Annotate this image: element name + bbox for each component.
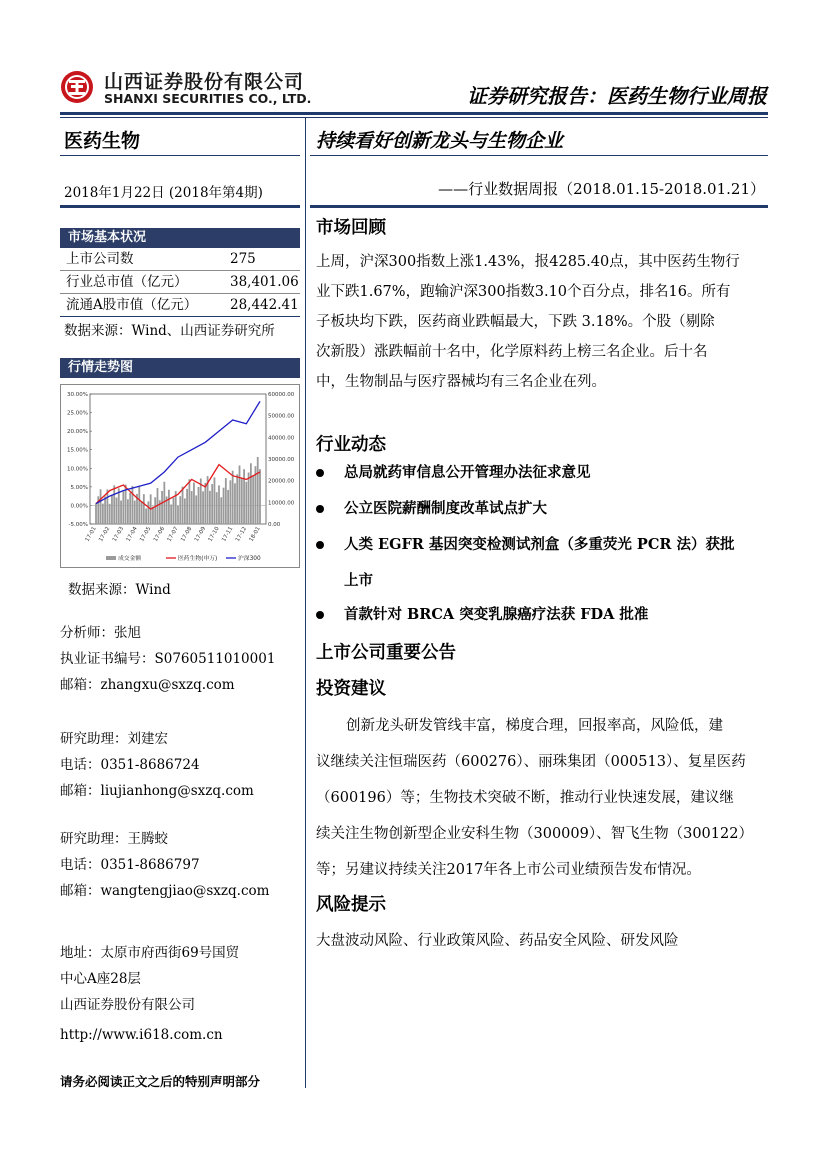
market-source: 数据来源：Wind、山西证券研究所 (64, 323, 275, 339)
stat-row (60, 271, 300, 294)
trend-chart (60, 384, 300, 568)
volume-bar (186, 489, 188, 524)
text-line: 次新股）涨跌幅前十名中，化学原料药上榜三名企业。后十名 (316, 344, 708, 360)
stat-value: 28,442.41 (230, 297, 299, 313)
volume-bar (214, 477, 216, 524)
volume-bar (216, 492, 218, 524)
sector-name: 医药生物 (64, 130, 141, 152)
volume-bar (188, 479, 190, 524)
analyst-cert: 执业证书编号：S0760511010001 (60, 651, 276, 667)
volume-bar (202, 491, 204, 524)
left-divider (60, 205, 300, 208)
bullet-icon (316, 541, 324, 549)
text-line: 中，生物制品与医疗器械均有三名企业在列。 (316, 374, 606, 390)
y-right-tick-label: 40000.00 (268, 435, 295, 442)
industry-news-list (316, 458, 768, 632)
volume-bar (138, 487, 140, 524)
analyst-email: 邮箱：zhangxu@sxzq.com (60, 677, 235, 693)
assistant2-email: 邮箱：wangtengjiao@sxzq.com (60, 883, 270, 899)
volume-bar (163, 482, 165, 524)
left-divider (60, 155, 300, 156)
y-left-tick-label: 5.00% (70, 484, 88, 491)
y-right-tick-label: 50000.00 (268, 413, 295, 420)
x-tick-label: 17-04 (125, 526, 139, 543)
volume-bar (132, 486, 134, 524)
market-stats-table (60, 248, 300, 317)
market-review-text (316, 247, 768, 397)
volume-bar (193, 483, 195, 524)
x-tick-label: 17-06 (152, 526, 167, 543)
y-left-tick-label: -5.00% (68, 522, 88, 528)
volume-bar (198, 487, 200, 524)
x-tick-label: 17-10 (207, 526, 221, 543)
stat-label: 流通A股市值（亿元） (66, 297, 198, 313)
company-url[interactable]: http://www.i618.com.cn (60, 1027, 223, 1043)
volume-bar (257, 457, 259, 524)
footer-disclaimer: 请务必阅读正文之后的特别声明部分 (60, 1074, 261, 1089)
news-item: 首款针对 BRCA 突变乳腺癌疗法获 FDA 批准 (316, 600, 768, 632)
volume-bar (227, 490, 229, 524)
column-divider (305, 118, 306, 1088)
address-line: 山西证券股份有限公司 (60, 997, 195, 1013)
assistant1-name: 研究助理：刘建宏 (60, 731, 168, 747)
market-box-title: 市场基本状况 (60, 228, 300, 248)
y-right-tick-label: 30000.00 (268, 457, 295, 463)
y-right-tick-label: 10000.00 (268, 500, 295, 507)
trend-chart-svg (60, 384, 300, 568)
text-line: 创新龙头研发管线丰富，梯度合理，回报率高，风险低，建 (346, 718, 723, 734)
stat-value: 38,401.06 (230, 274, 299, 290)
x-tick-label: 17-07 (166, 526, 180, 543)
volume-bar (168, 490, 170, 524)
assistant2-name: 研究助理：王腾蛟 (60, 831, 168, 847)
headline: 持续看好创新龙头与生物企业 (316, 130, 564, 152)
text-line: 子板块均下跌，医药商业跌幅最大，下跌 3.18%。个股（剔除 (316, 314, 715, 330)
y-right-tick-label: 20000.00 (268, 478, 295, 485)
x-tick-label: 17-02 (98, 526, 112, 543)
volume-bar (120, 501, 122, 524)
bullet-icon (316, 469, 324, 477)
volume-bar (179, 496, 181, 524)
announcements-title: 上市公司重要公告 (316, 643, 456, 663)
investment-text (316, 708, 768, 888)
volume-bar (100, 489, 102, 524)
text-line: 议继续关注恒瑞医药（600276）、丽珠集团（000513）、复星医药 (316, 754, 746, 770)
volume-bar (225, 478, 227, 524)
legend-label: 沪深300 (238, 556, 261, 562)
volume-bar (116, 498, 118, 524)
risk-text: 大盘波动风险、行业政策风险、药品安全风险、研发风险 (316, 933, 679, 949)
volume-bar (134, 501, 136, 524)
text-line: 业下跌1.67%，跑输沪深300指数3.10个百分点，排名16。所有 (316, 284, 731, 300)
company-logo-mark (60, 70, 94, 104)
volume-bar (250, 463, 252, 524)
stat-row (60, 294, 300, 317)
x-tick-label: 17-03 (111, 526, 126, 543)
volume-bar (229, 480, 231, 524)
company-name-en: SHANXI SECURITIES CO., LTD. (104, 91, 312, 106)
volume-bar (248, 473, 250, 524)
volume-bar (113, 485, 115, 524)
volume-bar (195, 495, 197, 524)
volume-bar (141, 501, 143, 524)
stat-label: 行业总市值（亿元） (66, 274, 188, 290)
volume-bar (152, 507, 154, 524)
volume-bar (239, 466, 241, 525)
assistant1-block (60, 726, 254, 804)
address-block (60, 940, 239, 1048)
news-item: 人类 EGFR 基因突变检测试剂盒（多重荧光 PCR 法）获批 上市 (316, 530, 768, 596)
volume-bar (204, 483, 206, 524)
y-left-tick-label: 25.00% (67, 410, 88, 417)
volume-bar (161, 491, 163, 524)
text-line: 等；另建议持续关注2017年各上市公司业绩预告发布情况。 (316, 862, 701, 878)
volume-bar (191, 491, 193, 524)
text-line: 上周，沪深300指数上涨1.43%，报4285.40点，其中医药生物行 (316, 254, 740, 270)
volume-bar (252, 475, 254, 524)
news-item: 总局就药审信息公开管理办法征求意见 (316, 458, 768, 490)
legend-swatch (106, 556, 116, 560)
volume-bar (234, 483, 236, 524)
market-review-title: 市场回顾 (316, 218, 386, 238)
x-tick-label: 17-08 (180, 526, 194, 543)
x-tick-label: 17-11 (221, 526, 235, 543)
volume-bar (106, 489, 108, 524)
volume-bar (182, 487, 184, 524)
risk-title: 风险提示 (316, 895, 386, 915)
volume-bar (147, 501, 149, 524)
assistant2-phone: 电话：0351-8686797 (60, 857, 200, 873)
volume-bar (127, 499, 129, 524)
x-tick-label: 17-12 (234, 526, 249, 543)
y-left-tick-label: 30.00% (67, 392, 88, 398)
volume-bar (220, 497, 222, 524)
stat-value: 275 (230, 251, 256, 267)
main-divider (310, 205, 768, 208)
volume-bar (129, 493, 131, 524)
y-left-tick-label: 10.00% (67, 466, 88, 473)
legend-label: 成交金额 (118, 556, 142, 562)
volume-bar (95, 503, 97, 524)
text-line: （600196）等；生物技术突破不断，推动行业快速发展，建议继 (316, 790, 734, 806)
volume-bar (211, 484, 213, 524)
volume-bar (218, 485, 220, 524)
volume-bar (102, 504, 104, 524)
trend-box-title: 行情走势图 (60, 358, 300, 378)
volume-bar (184, 498, 186, 524)
industry-news-title: 行业动态 (316, 435, 386, 455)
company-name-cn: 山西证券股份有限公司 (104, 71, 305, 93)
analyst-name: 分析师：张旭 (60, 625, 141, 641)
stat-label: 上市公司数 (66, 251, 134, 267)
x-tick-label: 17-09 (193, 526, 208, 543)
header-rule-thin (60, 117, 768, 118)
volume-bar (173, 498, 175, 524)
volume-bar (243, 469, 245, 524)
volume-bar (209, 491, 211, 524)
report-type-title: 证券研究报告：医药生物行业周报 (467, 84, 767, 108)
volume-bar (154, 497, 156, 524)
assistant1-phone: 电话：0351-8686724 (60, 757, 200, 773)
volume-bar (223, 488, 225, 524)
volume-bar (122, 491, 124, 524)
bullet-icon (316, 505, 324, 513)
x-tick-label: 18-01 (248, 526, 262, 543)
volume-bar (232, 471, 234, 524)
volume-bar (241, 478, 243, 524)
trend-source: 数据来源：Wind (68, 582, 171, 598)
volume-bar (109, 504, 111, 524)
y-right-tick-label: 60000.00 (268, 392, 295, 398)
subheadline: ——行业数据周报（2018.01.15-2018.01.21） (438, 180, 765, 198)
address-line: 地址：太原市府西街69号国贸 (60, 945, 240, 961)
y-left-tick-label: 0.00% (70, 503, 88, 510)
assistant2-block (60, 826, 269, 904)
assistant1-email: 邮箱：liujianhong@sxzq.com (60, 783, 254, 799)
volume-bar (143, 494, 145, 524)
y-left-tick-label: 15.00% (67, 447, 88, 454)
news-item: 公立医院薪酬制度改革试点扩大 (316, 494, 768, 526)
stat-row (60, 248, 300, 271)
analyst-block (60, 620, 275, 698)
volume-bar (236, 474, 238, 524)
bullet-icon (316, 611, 324, 619)
x-tick-label: 17-05 (139, 526, 153, 543)
x-tick-label: 17-01 (84, 526, 98, 543)
y-right-tick-label: 0.00 (268, 522, 281, 528)
main-divider (310, 155, 768, 156)
legend-label: 医药生物(申万) (178, 556, 218, 562)
report-date: 2018年1月22日 (2018年第4期) (64, 185, 263, 201)
volume-bar (118, 488, 120, 524)
header-rule (60, 112, 768, 115)
volume-bar (259, 469, 261, 524)
volume-bar (111, 495, 113, 524)
investment-title: 投资建议 (316, 679, 386, 699)
text-line: 续关注生物创新型企业安科生物（300009）、智飞生物（300122） (316, 826, 753, 842)
address-line: 中心A座28层 (60, 971, 141, 987)
volume-bar (245, 482, 247, 524)
volume-bar (104, 497, 106, 524)
y-left-tick-label: 20.00% (67, 429, 88, 436)
volume-bar (145, 508, 147, 524)
volume-bar (170, 505, 172, 525)
volume-bar (177, 506, 179, 524)
